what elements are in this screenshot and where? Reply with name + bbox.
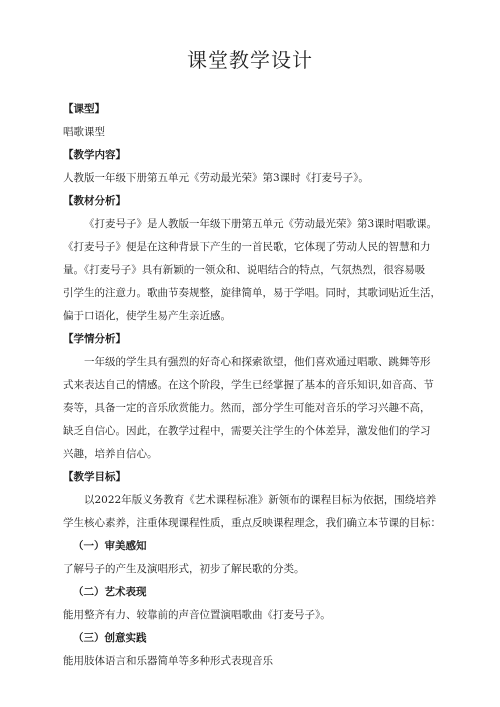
page-title: 课堂教学设计 (187, 48, 313, 72)
paragraph-line: 兴趣，培养自信心。 (63, 448, 158, 460)
paragraph-line: 奏等，具备一定的音乐欣赏能力。然而，部分学生可能对音乐的学习兴趣不高， (63, 402, 431, 414)
paragraph-line: 学生核心素养，注重体现课程性质，重点反映课程理念，我们确立本节课的目标： (63, 517, 441, 529)
paragraph-line: 人教版一年级下册第五单元《劳动最光荣》第3课时《打麦号子》。 (63, 172, 369, 184)
paragraph-line: 《打麦号子》是人教版一年级下册第五单元《劳动最光荣》第3课时唱歌课。 (84, 218, 438, 230)
paragraph-line: 一年级的学生具有强烈的好奇心和探索欲望，他们喜欢通过唱歌、跳舞等形 (84, 356, 431, 368)
paragraph-line: 偏于口语化，使学生易产生亲近感。 (63, 310, 231, 322)
paragraph-line: 《打麦号子》便是在这种背景下产生的一首民歌，它体现了劳动人民的智慧和力 (63, 241, 431, 253)
section-heading-analysis: 【教材分析】 (63, 195, 126, 207)
subheading-aesthetic: （一）审美感知 (73, 540, 147, 552)
section-heading-content: 【教学内容】 (63, 149, 126, 161)
section-heading-goals: 【教学目标】 (63, 471, 126, 483)
subheading-performance: （二）艺术表现 (73, 586, 147, 598)
paragraph-line: 缺乏自信心。因此，在教学过程中，需要关注学生的个体差异，激发他们的学习 (63, 425, 431, 437)
paragraph-line: 引学生的注意力。歌曲节奏规整，旋律简单，易于学唱。同时，其歌词贴近生活， (63, 287, 441, 299)
paragraph-line: 唱歌课型 (63, 126, 105, 138)
document-body (63, 98, 443, 673)
paragraph-line: 能用肢体语言和乐器简单等多种形式表现音乐 (63, 655, 273, 667)
paragraph-line: 能用整齐有力、较靠前的声音位置演唱歌曲《打麦号子》。 (63, 609, 331, 621)
section-heading-type: 【课型】 (63, 103, 105, 115)
paragraph-line: 式来表达自己的情感。在这个阶段，学生已经掌握了基本的音乐知识,如音高、节 (63, 379, 434, 391)
section-heading-learners: 【学情分析】 (63, 333, 126, 345)
paragraph-line: 以2022年版义务教育《艺术课程标准》新领布的课程目标为依据，围绕培养 (84, 494, 437, 506)
paragraph-line: 量。《打麦号子》具有新颖的一领众和、说唱结合的特点，气氛热烈，很容易吸 (63, 264, 426, 276)
subheading-creative: （三）创意实践 (73, 632, 147, 644)
paragraph-line: 了解号子的产生及演唱形式，初步了解民歌的分类。 (63, 563, 305, 575)
